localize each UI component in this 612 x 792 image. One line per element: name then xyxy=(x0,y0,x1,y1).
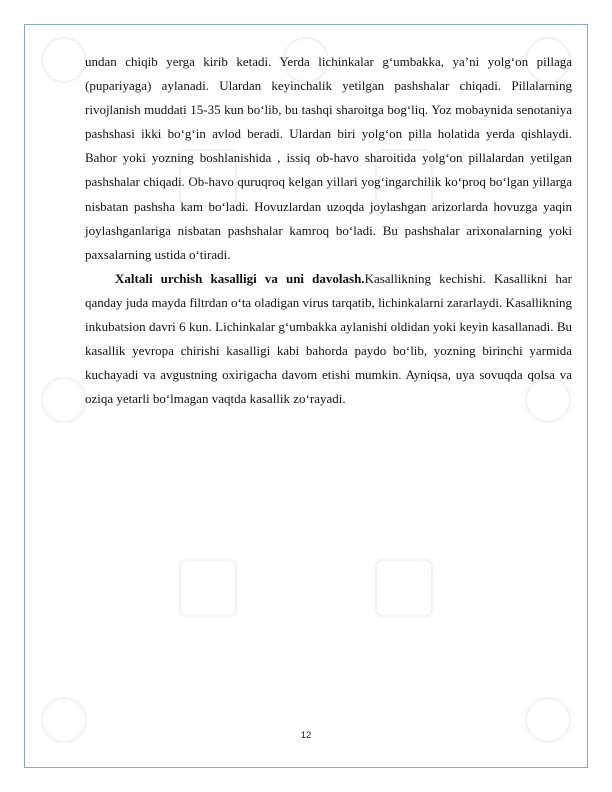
paragraph-section xyxy=(85,267,572,412)
page-number: 12 xyxy=(300,730,312,741)
document-body xyxy=(85,50,572,411)
section-body: Kasallikning kechishi. Kasallikni har qanday juda mayda filtrdan oʻta oladigan virus tarqatib, lichinkalarni zararlaydi. Kasallikning inkubatsion davri 6 kun. Lichinkalar gʻumbakka aylanishi oldidan yoki keyin kasallanadi. Bu kasallik yevropa chirishi kasalligi kabi bahorda paydo boʻlib, yozning birinchi yarmida kuchayadi va avgustning oxirigacha davom etishi mumkin. Ayniqsa, uya sovuqda qolsa va oziqa yetarli boʻlmagan vaqtda kasallik zoʻrayadi. xyxy=(85,270,572,407)
paragraph-continued: undan chiqib yerga kirib ketadi. Yerda lichinkalar gʻumbakka, ya’ni yolgʻon pillaga (pupariyaga) aylanadi. Ulardan keyinchalik yetilgan pashshalar chiqadi. Pillalarning rivojlanish muddati 15-35 kun boʻlib, bu tashqi sharoitga bogʻliq. Yoz mobaynida senotaniya pashshasi ikki boʻgʻin avlod beradi. Ulardan biri yolgʻon pilla holatida yerda qishlaydi. Bahor yoki yozning boshlanishida , issiq ob-havo sharoitida yolgʻon pillalardan yetilgan pashshalar chiqadi. Ob-havo quruqroq kelgan yillari yogʻingarchilik koʻproq boʻlgan yillarga nisbatan pashsha kam boʻladi. Hovuzlardan uzoqda joylashgan arizorlarda hovuzga yaqin joylashganlariga nisbatan pashshalar kamroq boʻladi. Bu pashshalar arixonalarning yoki paxsalarning ustida oʻtiradi. xyxy=(85,54,572,262)
section-heading: Xaltali urchish kasalligi va uni davolash. xyxy=(115,270,365,286)
